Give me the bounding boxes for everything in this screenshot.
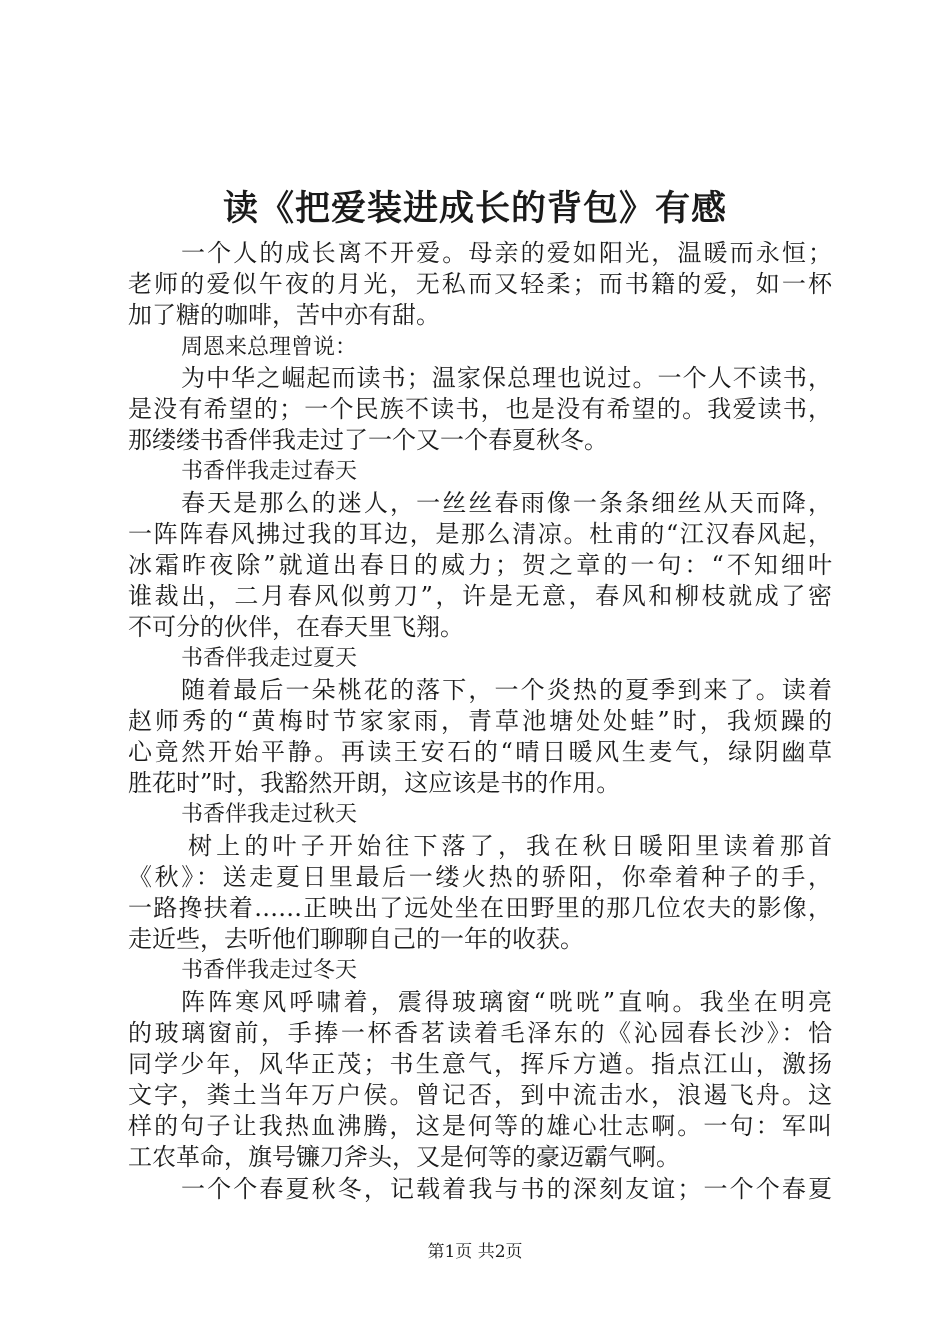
text-line: 文字，粪土当年万户侯。曾记否，到中流击水，浪遏飞舟。这 — [128, 1081, 832, 1110]
text-line: 胜花时”时，我豁然开朗，这应该是书的作用。 — [128, 769, 621, 798]
document-title: 读《把爱装进成长的背包》有感 — [222, 188, 727, 229]
text-line: 阵阵寒风呼啸着，震得玻璃窗“咣咣”直响。我坐在明亮 — [181, 987, 832, 1016]
text-line: 树上的叶子开始往下落了，我在秋日暖阳里读着那首 — [188, 831, 832, 860]
text-line: 心竟然开始平静。再读王安石的“晴日暖风生麦气，绿阴幽草 — [128, 738, 832, 766]
section-heading-winter: 书香伴我走过冬天 — [181, 958, 358, 984]
text-line: 的玻璃窗前，手捧一杯香茗读着毛泽东的《沁园春长沙》：恰 — [128, 1018, 832, 1047]
text-line: 周恩来总理曾说： — [181, 334, 358, 360]
page-number-footer: 第1页 共2页 — [427, 1242, 523, 1262]
text-line: 冰霜昨夜除”就道出春日的威力；贺之章的一句：“不知细叶 — [128, 550, 832, 579]
text-line: 同学少年，风华正茂；书生意气，挥斥方遒。指点江山，激扬 — [128, 1049, 832, 1078]
document-body — [128, 238, 832, 1205]
text-line: 为中华之崛起而读书；温家保总理也说过。一个人不读书， — [181, 363, 832, 392]
text-line: 春天是那么的迷人，一丝丝春雨像一条条细丝从天而降， — [181, 488, 832, 517]
text-line: 《秋》：送走夏日里最后一缕火热的骄阳，你牵着种子的手， — [128, 862, 832, 891]
text-line: 是没有希望的；一个民族不读书，也是没有希望的。我爱读书， — [128, 394, 832, 423]
text-line: 一阵阵春风拂过我的耳边，是那么清凉。杜甫的“江汉春风起， — [128, 519, 832, 548]
text-line: 赵师秀的“黄梅时节家家雨，青草池塘处处蛙”时，我烦躁的 — [128, 706, 832, 735]
section-heading-spring: 书香伴我走过春天 — [181, 459, 358, 485]
text-line: 一路搀扶着……正映出了远处坐在田野里的那几位农夫的影像， — [128, 893, 832, 922]
text-line: 那缕缕书香伴我走过了一个又一个春夏秋冬。 — [128, 426, 608, 455]
section-heading-summer: 书香伴我走过夏天 — [181, 646, 358, 672]
text-line: 走近些，去听他们聊聊自己的一年的收获。 — [128, 925, 584, 954]
text-line: 工农革命，旗号镰刀斧头，又是何等的豪迈霸气啊。 — [128, 1143, 680, 1172]
text-line: 一个人的成长离不开爱。母亲的爱如阳光，温暖而永恒； — [181, 239, 832, 267]
text-line: 谁裁出，二月春风似剪刀”，许是无意，春风和柳枝就成了密 — [128, 582, 832, 611]
text-line: 一个个春夏秋冬，记载着我与书的深刻友谊；一个个春夏 — [181, 1174, 832, 1203]
section-heading-autumn: 书香伴我走过秋天 — [181, 802, 358, 828]
text-line: 不可分的伙伴，在春天里飞翔。 — [128, 613, 464, 642]
text-line: 加了糖的咖啡，苦中亦有甜。 — [128, 301, 440, 330]
text-line: 老师的爱似午夜的月光，无私而又轻柔；而书籍的爱，如一杯 — [128, 270, 832, 299]
text-line: 样的句子让我热血沸腾，这是何等的雄心壮志啊。一句：军叫 — [128, 1112, 832, 1141]
text-line: 随着最后一朵桃花的落下，一个炎热的夏季到来了。读着 — [181, 675, 832, 704]
